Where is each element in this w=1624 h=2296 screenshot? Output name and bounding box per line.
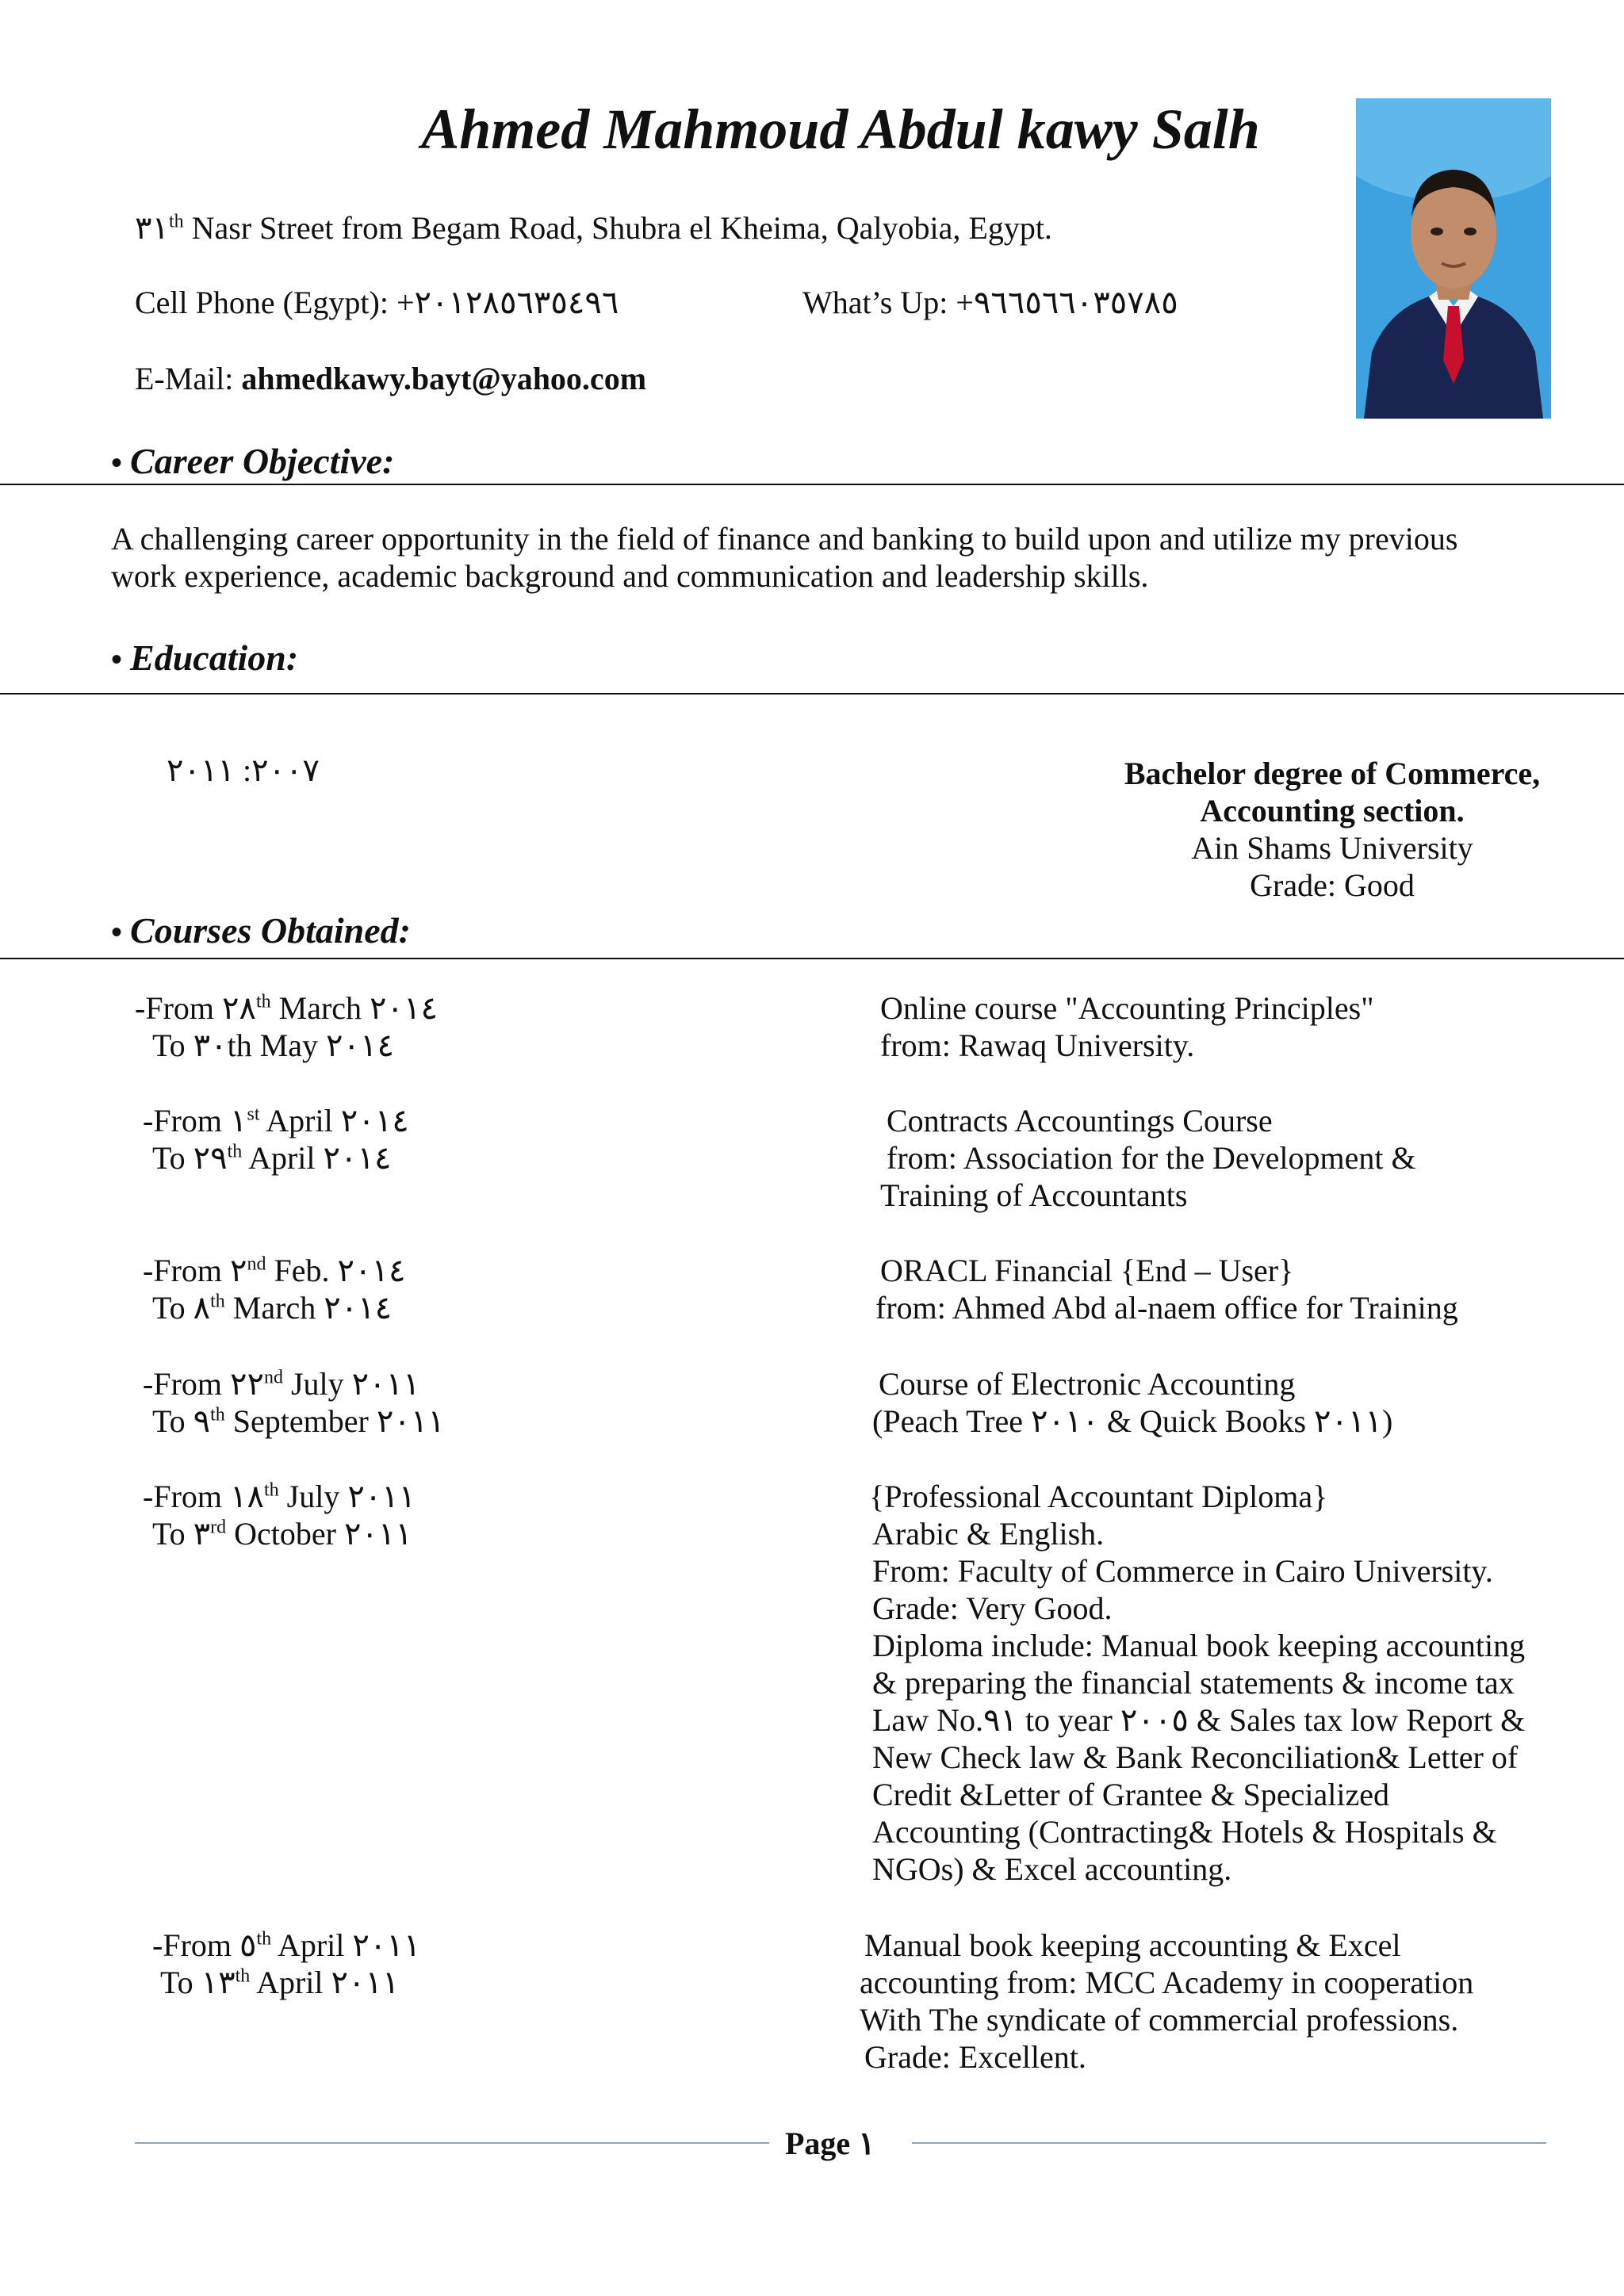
course-5-desc-line: Accounting (Contracting& Hotels & Hospitals & [872,1814,1497,1850]
date-prefix: To [152,1027,193,1063]
date-day: ٣٠ [193,1027,228,1063]
course-5-desc-line: Law No.٩١ to year ٢٠٠٥ & Sales tax low Report & [872,1702,1526,1738]
candidate-name: Ahmed Mahmoud Abdul kawy Salh [421,98,1260,161]
date-ordinal: th [235,1965,251,1987]
email-label: E-Mail: [135,361,242,396]
date-ordinal: th [227,1141,243,1162]
date-rest: March ٢٠١٤ [270,990,438,1026]
date-day: ٢٩ [193,1140,228,1176]
course-6-desc-line: With The syndicate of commercial professions. [860,2002,1459,2038]
section-title: Education: [130,637,299,678]
course-5-from [143,1478,416,1515]
date-day: ٨ [193,1290,211,1326]
course-6-desc-line: Manual book keeping accounting & Excel [864,1927,1401,1963]
education-university: Ain Shams University [1191,830,1473,866]
date-prefix: -From [143,1253,230,1288]
section-divider [0,484,1624,485]
course-2-from [143,1102,409,1139]
cell-phone-value: +٢٠١٢٨٥٦٣٥٤٩٦ [396,285,619,320]
education-years: ٢٠٠٧: ٢٠١١ [167,752,320,788]
page-number: Page ١ [785,2126,875,2161]
course-6-desc-line: accounting from: MCC Academy in cooperation [860,1965,1474,2000]
date-prefix: -From [143,1103,230,1138]
courses-heading [111,909,411,955]
email-link[interactable]: ahmedkawy.bayt@yahoo.com [241,361,647,396]
date-prefix: -From [135,990,222,1026]
date-prefix: -From [143,1479,230,1514]
bullet-icon: • [111,641,123,677]
course-2-to [152,1139,391,1177]
date-ordinal: st [247,1104,260,1125]
date-day: ٣ [193,1516,211,1552]
course-4-to [152,1402,445,1440]
whatsapp-value: +٩٦٦٥٦٦٠٣٥٧٨٥ [956,285,1178,320]
date-prefix: To [152,1140,193,1176]
course-2-desc-line: Contracts Accountings Course [887,1103,1273,1138]
date-rest: March ٢٠١٤ [224,1290,393,1326]
footer-rule-left [135,2142,769,2144]
date-day: ١٨ [230,1479,264,1514]
date-ordinal: nd [247,1253,266,1275]
date-prefix: To [152,1290,193,1326]
course-1-from [135,989,438,1027]
date-ordinal: th [263,1479,279,1501]
section-title: Career Objective: [130,441,395,481]
cell-phone-label: Cell Phone (Egypt): [135,285,396,320]
date-ordinal: th [255,991,271,1012]
course-5-desc-line: {Professional Accountant Diploma} [869,1479,1328,1514]
date-day: ١٣ [201,1965,236,2000]
date-day: ٢٨ [222,990,256,1026]
course-4-from [143,1365,420,1402]
address-number: ٣١ [135,210,169,246]
date-rest: September ٢٠١١ [224,1403,445,1439]
bullet-icon: • [111,445,123,480]
course-2-desc-line: from: Association for the Development & [887,1140,1416,1176]
date-day: ٢ [230,1253,247,1288]
date-day: ٢٢ [230,1366,264,1402]
career-objective-line-2: work experience, academic background and communication and leadership skills. [111,558,1149,594]
bullet-icon: • [111,914,123,950]
whatsapp-line [802,284,1178,321]
course-5-desc-line: & preparing the financial statements & income tax [872,1665,1515,1701]
career-objective-heading [111,439,394,485]
course-6-desc-line: Grade: Excellent. [864,2039,1086,2075]
course-4-desc-line: Course of Electronic Accounting [879,1366,1296,1402]
date-ordinal: th [210,1404,225,1425]
date-prefix: -From [143,1366,230,1402]
course-1-desc-line: from: Rawaq University. [880,1027,1195,1063]
course-1-to [152,1027,394,1064]
course-5-desc-line: NGOs) & Excel accounting. [872,1851,1232,1887]
course-4-desc-line: (Peach Tree ٢٠١٠ & Quick Books ٢٠١١) [872,1403,1393,1439]
course-5-desc-line: Credit &Letter of Grantee & Specialized [872,1777,1389,1812]
date-prefix: -From [152,1927,239,1963]
date-day: ٥ [239,1927,257,1963]
date-day: ١ [230,1103,247,1138]
address-ordinal: th [168,211,184,232]
course-6-from [152,1927,420,1964]
section-divider [0,958,1624,959]
date-rest: April ٢٠١١ [250,1965,400,2000]
date-rest: April ٢٠١٤ [242,1140,392,1176]
course-3-desc-line: from: Ahmed Abd al-naem office for Training [875,1290,1458,1326]
section-title: Courses Obtained: [130,910,411,951]
date-ordinal: rd [210,1517,227,1538]
career-objective-line-1: A challenging career opportunity in the field of finance and banking to build upon and utilize my previous [111,521,1458,557]
section-divider [0,693,1624,695]
course-5-desc-line: Arabic & English. [872,1516,1105,1552]
date-ordinal: th [210,1291,225,1312]
education-grade: Grade: Good [1250,867,1415,903]
date-ordinal: nd [263,1367,283,1388]
course-3-from [143,1252,405,1289]
date-day: ٩ [193,1403,211,1439]
profile-photo [1356,98,1551,419]
date-prefix: To [152,1516,193,1552]
date-rest: th May ٢٠١٤ [227,1027,394,1063]
date-rest: April ٢٠١١ [271,1927,421,1963]
whatsapp-label: What’s Up: [802,285,956,320]
date-rest: October ٢٠١١ [226,1516,412,1552]
date-prefix: To [160,1965,201,2000]
education-degree-line-2: Accounting section. [1200,793,1465,828]
course-5-desc-line: New Check law & Bank Reconciliation& Letter of [872,1739,1519,1775]
course-1-desc-line: Online course "Accounting Principles" [880,990,1374,1026]
course-3-to [152,1289,392,1326]
date-rest: April ٢٠١٤ [259,1103,409,1138]
course-5-desc-line: Grade: Very Good. [872,1590,1113,1626]
date-ordinal: th [256,1928,272,1950]
education-degree-line-1: Bachelor degree of Commerce, [1124,756,1541,791]
date-rest: July ٢٠١١ [282,1366,420,1402]
date-rest: July ٢٠١١ [278,1479,416,1514]
course-2-desc-line: Training of Accountants [880,1177,1188,1213]
date-rest: Feb. ٢٠١٤ [266,1253,406,1288]
email-line [135,360,646,397]
course-6-to [160,1964,399,2001]
course-5-desc-line: Diploma include: Manual book keeping accounting [872,1628,1526,1663]
address-line [135,209,1052,247]
footer-rule-right [912,2142,1546,2144]
date-prefix: To [152,1403,193,1439]
address-text: Nasr Street from Begam Road, Shubra el Kheima, Qalyobia, Egypt. [183,210,1052,246]
course-5-to [152,1515,412,1552]
education-heading [111,636,298,682]
course-5-desc-line: From: Faculty of Commerce in Cairo University. [872,1553,1493,1589]
course-3-desc-line: ORACL Financial {End – User} [880,1253,1294,1288]
cell-phone-line [135,284,619,321]
portrait-illustration [1356,98,1551,419]
